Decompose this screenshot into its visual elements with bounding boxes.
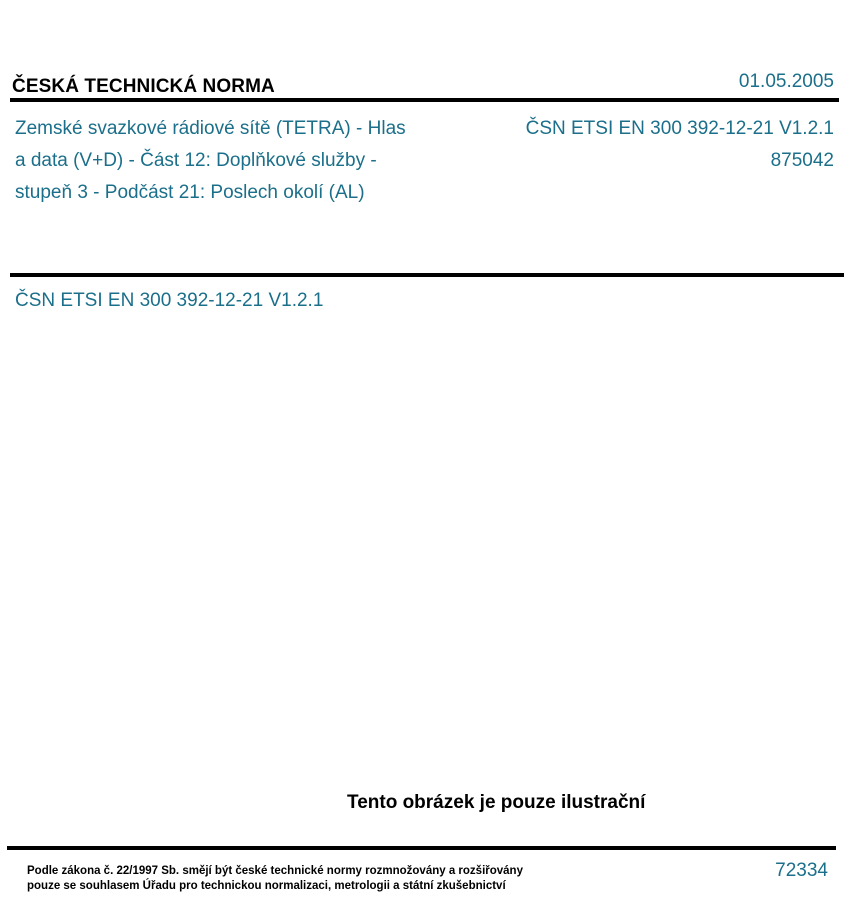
bottom-divider xyxy=(7,846,836,850)
class-number: 875042 xyxy=(770,150,834,171)
illustration-caption: Tento obrázek je pouze ilustrační xyxy=(347,792,646,813)
legal-line: pouze se souhlasem Úřadu pro technickou normalizaci, metrologii a státní zkušebnictví xyxy=(27,880,506,892)
title-line: stupeň 3 - Podčást 21: Poslech okolí (AL) xyxy=(15,182,365,203)
norm-label: ČESKÁ TECHNICKÁ NORMA xyxy=(12,76,275,97)
top-divider xyxy=(10,98,839,102)
standard-code-block xyxy=(526,113,834,177)
standard-code: ČSN ETSI EN 300 392-12-21 V1.2.1 xyxy=(525,118,834,139)
catalog-number: 72334 xyxy=(775,860,828,881)
issue-date: 01.05.2005 xyxy=(738,71,834,92)
legal-notice xyxy=(27,864,523,894)
title-line: Zemské svazkové rádiové sítě (TETRA) - Hlas xyxy=(15,118,406,139)
middle-divider xyxy=(10,273,844,277)
title-line: a data (V+D) - Část 12: Doplňkové služby - xyxy=(15,150,377,171)
standard-designation: ČSN ETSI EN 300 392-12-21 V1.2.1 xyxy=(15,290,324,311)
standard-title xyxy=(15,113,475,209)
legal-line: Podle zákona č. 22/1997 Sb. smějí být české technické normy rozmnožovány a rozšiřovány xyxy=(27,865,523,877)
